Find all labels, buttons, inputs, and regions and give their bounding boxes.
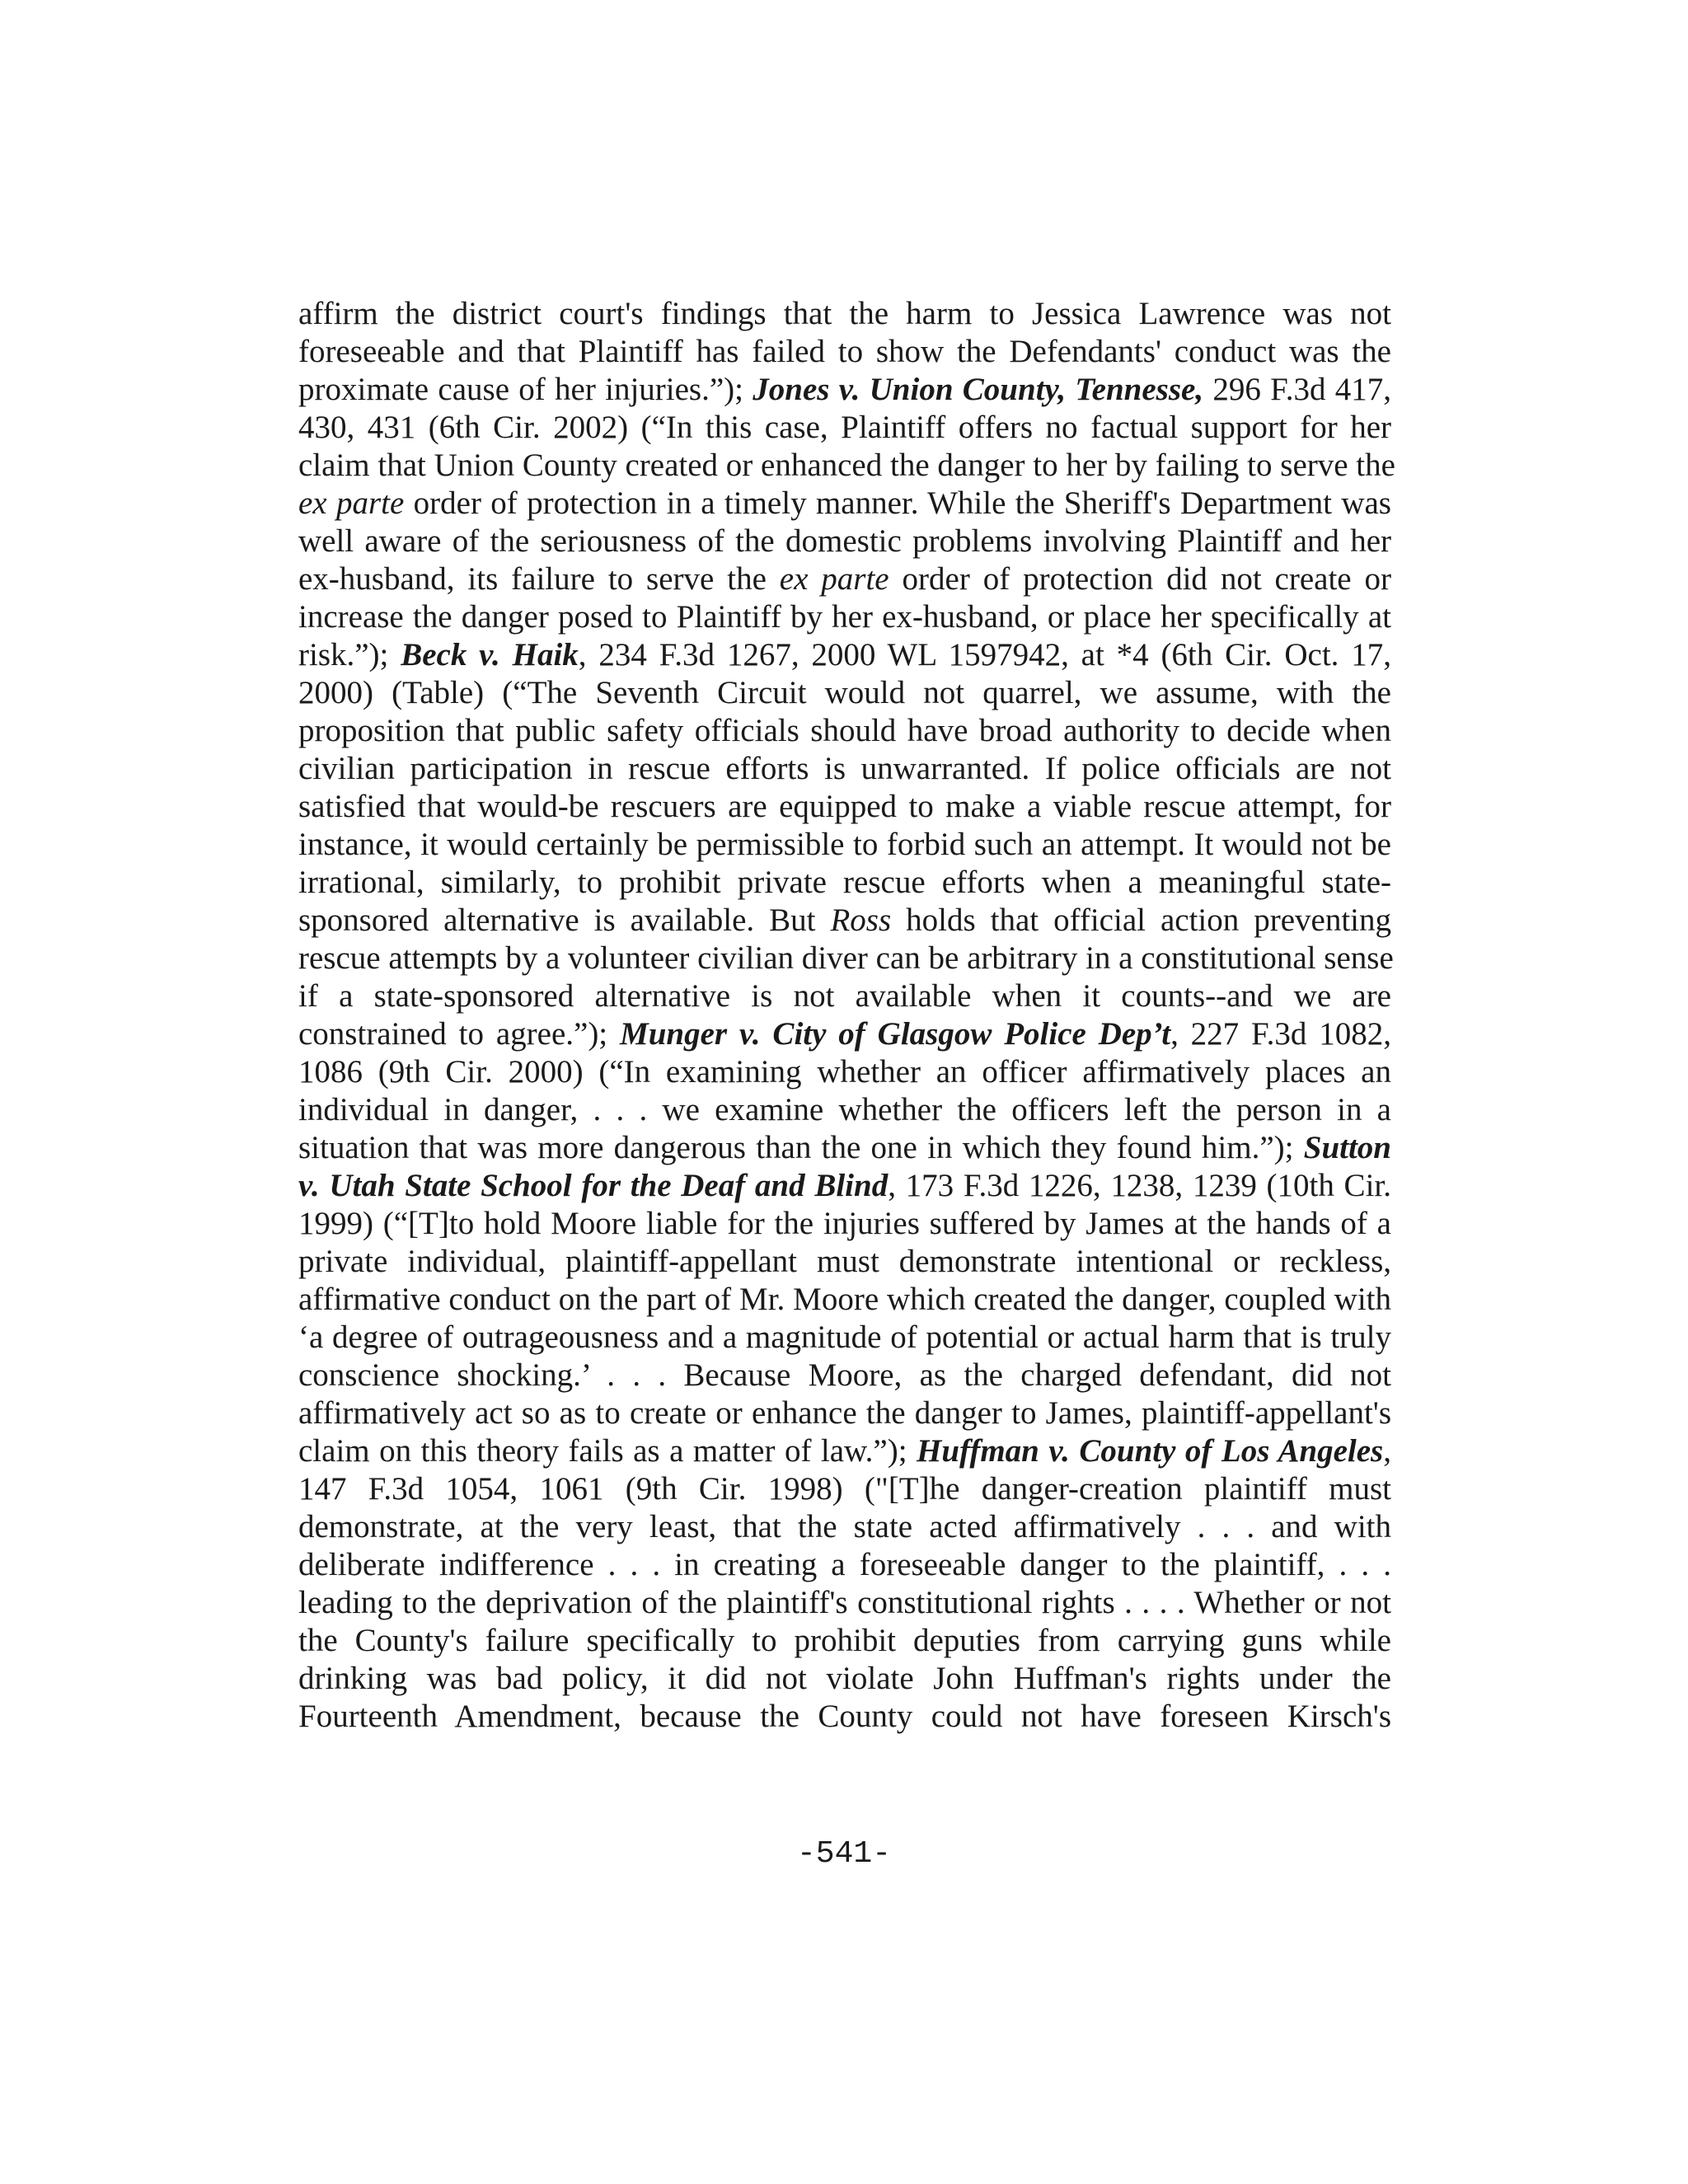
case-citation-name: Jones v. Union County, Tennesse, — [753, 372, 1204, 407]
text-segment: order of protection in a timely manner. While the Sheriff's Department was — [404, 485, 1391, 521]
text-segment: well aware of the seriousness of the domestic problems involving Plaintiff and her — [298, 523, 1391, 559]
text-segment: 1086 (9th Cir. 2000) (“In examining whether an officer affirmatively places an — [298, 1054, 1391, 1090]
case-citation-name: v. Utah State School for the Deaf and Blind — [298, 1168, 889, 1203]
italic-term: Ross — [830, 902, 892, 938]
text-segment: proposition that public safety officials should have broad authority to decide when — [298, 713, 1391, 748]
text-segment: 1999) (“[T]to hold Moore liable for the injuries suffered by James at the hands of a — [298, 1206, 1391, 1241]
text-line — [298, 1432, 1391, 1470]
text-segment: proximate cause of her injuries.”); — [298, 372, 753, 407]
text-line — [298, 712, 1391, 750]
text-segment: satisfied that would-be rescuers are equipped to make a viable rescue attempt, for — [298, 789, 1391, 824]
text-segment: , 227 F.3d 1082, — [1170, 1016, 1391, 1052]
text-line — [298, 371, 1391, 409]
text-segment: conscience shocking.’ . . . Because Moore, as the charged defendant, did not — [298, 1357, 1391, 1393]
text-segment: risk.”); — [298, 637, 401, 673]
text-segment: constrained to agree.”); — [298, 1016, 621, 1052]
italic-term: ex parte — [298, 485, 405, 521]
page-number: -541- — [796, 1836, 892, 1872]
text-line — [298, 1470, 1391, 1508]
text-segment: Fourteenth Amendment, because the County could not have foreseen Kirsch's — [298, 1699, 1391, 1734]
text-segment: holds that official action preventing — [891, 902, 1391, 938]
text-segment: , — [1383, 1433, 1391, 1469]
text-line — [298, 1584, 1391, 1622]
text-segment: irrational, similarly, to prohibit private rescue efforts when a meaningful state- — [298, 865, 1391, 900]
text-line — [298, 902, 1391, 940]
text-line — [298, 295, 1391, 333]
text-line — [298, 1319, 1391, 1357]
text-segment: sponsored alternative is available. But — [298, 902, 831, 938]
text-segment: the County's failure specifically to prohibit deputies from carrying guns while — [298, 1623, 1391, 1658]
italic-term: ex parte — [779, 561, 889, 597]
case-citation-name: Huffman v. County of Los Angeles — [917, 1433, 1384, 1469]
text-segment: order of protection did not create or — [889, 561, 1391, 597]
text-line — [298, 333, 1391, 371]
text-segment: deliberate indifference . . . in creating a foreseeable danger to the plaintiff, . . . — [298, 1547, 1391, 1582]
text-segment: , 173 F.3d 1226, 1238, 1239 (10th Cir. — [888, 1168, 1391, 1203]
text-segment: affirmatively act so as to create or enhance the danger to James, plaintiff-appellant's — [298, 1395, 1391, 1431]
text-line — [298, 1015, 1391, 1053]
text-segment: 296 F.3d 417, — [1203, 372, 1391, 407]
text-line — [298, 598, 1391, 636]
text-segment: increase the danger posed to Plaintiff by her ex-husband, or place her specifically at — [298, 599, 1391, 635]
text-segment: situation that was more dangerous than the one in which they found him.”); — [298, 1130, 1304, 1165]
text-line — [298, 1508, 1391, 1546]
text-line — [298, 560, 1391, 598]
text-line — [298, 864, 1391, 902]
text-line — [298, 485, 1391, 523]
text-line — [298, 977, 1391, 1015]
text-segment: 147 F.3d 1054, 1061 (9th Cir. 1998) ("[T]he danger-creation plaintiff must — [298, 1471, 1391, 1507]
text-segment: claim on this theory fails as a matter of law.”); — [298, 1433, 917, 1469]
text-segment: individual in danger, . . . we examine whether the officers left the person in a — [298, 1092, 1391, 1127]
text-segment: 2000) (Table) (“The Seventh Circuit would not quarrel, we assume, with the — [298, 675, 1391, 710]
text-line — [298, 523, 1391, 560]
text-segment: ‘a degree of outrageousness and a magnitude of potential or actual harm that is truly — [298, 1319, 1391, 1355]
case-citation-name: Sutton — [1303, 1130, 1391, 1165]
text-line — [298, 1243, 1391, 1281]
text-segment: affirmative conduct on the part of Mr. Moore which created the danger, coupled with — [298, 1282, 1391, 1317]
text-segment: 430, 431 (6th Cir. 2002) (“In this case, Plaintiff offers no factual support for her — [298, 410, 1391, 445]
text-line — [298, 1053, 1391, 1091]
text-line — [298, 1129, 1391, 1167]
text-segment: drinking was bad policy, it did not violate John Huffman's rights under the — [298, 1661, 1391, 1696]
text-line — [298, 1660, 1391, 1698]
text-line — [298, 1622, 1391, 1660]
text-line — [298, 1394, 1391, 1432]
text-segment: civilian participation in rescue efforts is unwarranted. If police officials are not — [298, 751, 1391, 786]
text-line — [298, 1698, 1391, 1736]
case-citation-name: Beck v. Haik — [401, 637, 579, 673]
body-text — [298, 295, 1395, 1736]
text-line — [298, 1091, 1391, 1129]
text-line — [298, 826, 1391, 864]
text-line — [298, 447, 1395, 485]
text-segment: private individual, plaintiff-appellant must demonstrate intentional or reckless, — [298, 1244, 1391, 1279]
text-segment: instance, it would certainly be permissible to forbid such an attempt. It would not be — [298, 827, 1391, 862]
text-segment: , 234 F.3d 1267, 2000 WL 1597942, at *4 (6th Cir. Oct. 17, — [578, 637, 1391, 673]
text-line — [298, 674, 1391, 712]
text-line — [298, 1546, 1391, 1584]
text-segment: leading to the deprivation of the plaintiff's constitutional rights . . . . Whether or not — [298, 1585, 1391, 1620]
text-line — [298, 750, 1391, 788]
text-line — [298, 940, 1394, 977]
case-citation-name: Munger v. City of Glasgow Police Dep’t — [620, 1016, 1171, 1052]
text-line — [298, 1281, 1391, 1319]
text-segment: demonstrate, at the very least, that the state acted affirmatively . . . and with — [298, 1509, 1391, 1544]
text-line — [298, 1357, 1391, 1394]
text-line — [298, 788, 1391, 826]
text-segment: if a state-sponsored alternative is not available when it counts--and we are — [298, 978, 1391, 1014]
text-segment: ex-husband, its failure to serve the — [298, 561, 780, 597]
text-line — [298, 636, 1391, 674]
text-line — [298, 1167, 1391, 1205]
text-segment: claim that Union County created or enhanced the danger to her by failing to serve the — [298, 448, 1395, 483]
text-line — [298, 409, 1391, 447]
text-segment: affirm the district court's findings that the harm to Jessica Lawrence was not — [298, 296, 1391, 331]
text-line — [298, 1205, 1391, 1243]
text-segment: rescue attempts by a volunteer civilian diver can be arbitrary in a constitutional sense — [298, 940, 1394, 976]
text-segment: foreseeable and that Plaintiff has failed to show the Defendants' conduct was the — [298, 334, 1391, 369]
